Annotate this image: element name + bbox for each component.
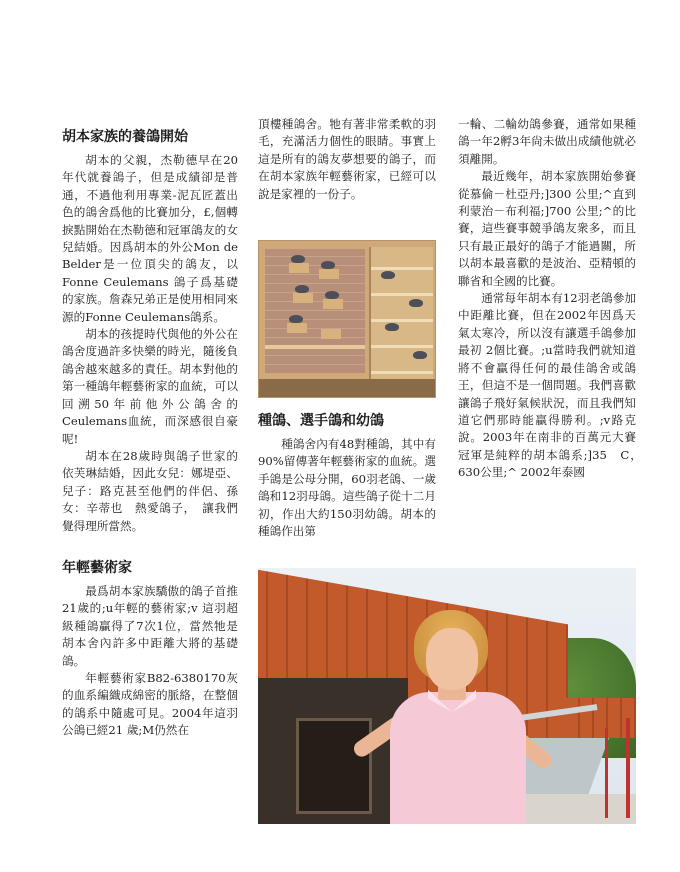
column-left — [62, 128, 250, 740]
section-heading-breeders: 種鴿、選手鴿和幼鴿 — [258, 413, 384, 429]
paragraph: 最近幾年，胡本家族開始參賽從慕倫－杜亞丹;]300 公里;^直到利蒙治－布利福;]700 公里;^的比賽，這些賽事競爭鴿友衆多，而且只有最正最好的鴿子才能過關，所以胡本最喜歡的是波治、亞精頓的聯省和全國的比賽。 — [458, 169, 636, 288]
paragraph: 最爲胡本家族驕傲的鴿子首推21歲的;u年輕的藝術家;v 這羽超級種鴿贏得了7次1位，當然牠是胡本舍內許多中距離大將的基礎鴿。 — [62, 583, 238, 668]
column-right — [458, 116, 648, 482]
paragraph: 胡本的孩提時代與他的外公在鴿舍度過許多快樂的時光，隨後負 鴿舍越來越多的責任。胡本對他的第一種鴿年輕藝術家的血統，可以回溯50年前他外公鴿舍的 Ceulemans血統，而深感很自豪呢! — [62, 327, 250, 446]
paragraph: 頂樓種鴿舍。牠有著非常柔軟的羽毛，充滿活力個性的眼睛。事實上這是所有的鴿友夢想要的鴿子，而在胡本家族年輕藝術家，已經可以說是家裡的一份子。 — [258, 117, 436, 201]
paragraph: 年輕藝術家B82-6380170灰的血系編織成綿密的脈絡，在整個的鴿系中隨處可見。2004年這羽公鴿已經21 歲;M仍然在 — [62, 670, 238, 738]
paragraph: 胡本在28歲時與鴿子世家的依芙琳結婚，因此女兒：娜堤亞、兒子：路克甚至他們的伴侶、孫女：辛蒂也 熱愛鴿子， 讓我們覺得理所當然。 — [62, 448, 238, 533]
paragraph: 種鴿舍內有48對種鴿，其中有90%留傳著年輕藝術家的血統。選手鴿是公母分開，60羽老鴿、一歲鴿和12羽母鴿。這些鴿子從十二月初，作出大約150羽幼鴿。胡本的種鴿作出第 — [258, 437, 436, 539]
pigeon-loft-photo — [258, 240, 436, 398]
column-middle-lower — [258, 412, 436, 540]
woman-portrait-photo — [258, 568, 636, 824]
paragraph: 通常每年胡本有12羽老鴿參加中距離比賽，但在2002年因爲天氣太寒冷，所以沒有讓選手鴿參加最初 2個比賽。;u當時我們就知道將不會贏得任何的最佳鴿舍或鴿王，但這不是一個問題。我們喜歡讓鴿子飛好氣候狀況，而且我們知道它們那時能贏得勝利。;v路克說。2003年在南非的百萬元大賽冠軍是純粹的胡本鴿系;]35 C， 630公里;^ 2002年泰國 — [458, 291, 648, 480]
paragraph: 一輪、二輪幼鴿參賽，通常如果種鴿一年2孵3年尙未做出成績他就必須離開。 — [458, 117, 636, 166]
section-heading-young-artist: 年輕藝術家 — [62, 559, 132, 576]
section-heading-origins: 胡本家族的養鴿開始 — [62, 129, 188, 145]
column-middle — [258, 116, 436, 203]
paragraph: 胡本的父親，杰勒德早在20年代就養鴿子，但是成績卻是普通，不過他利用專業-泥瓦匠蓋出色的鴿舍爲他的比賽加分，£,個轉捩點開始在杰勒德和冠軍鴿友的女兒結婚。因爲胡本的外公Mon de Belder是一位頂尖的鴿友，以Fonne Ceulemans 鴿子爲基礎的家族。詹森兄弟正是使用相同來源的Fonne Ceulemans鴿系。 — [62, 153, 238, 324]
